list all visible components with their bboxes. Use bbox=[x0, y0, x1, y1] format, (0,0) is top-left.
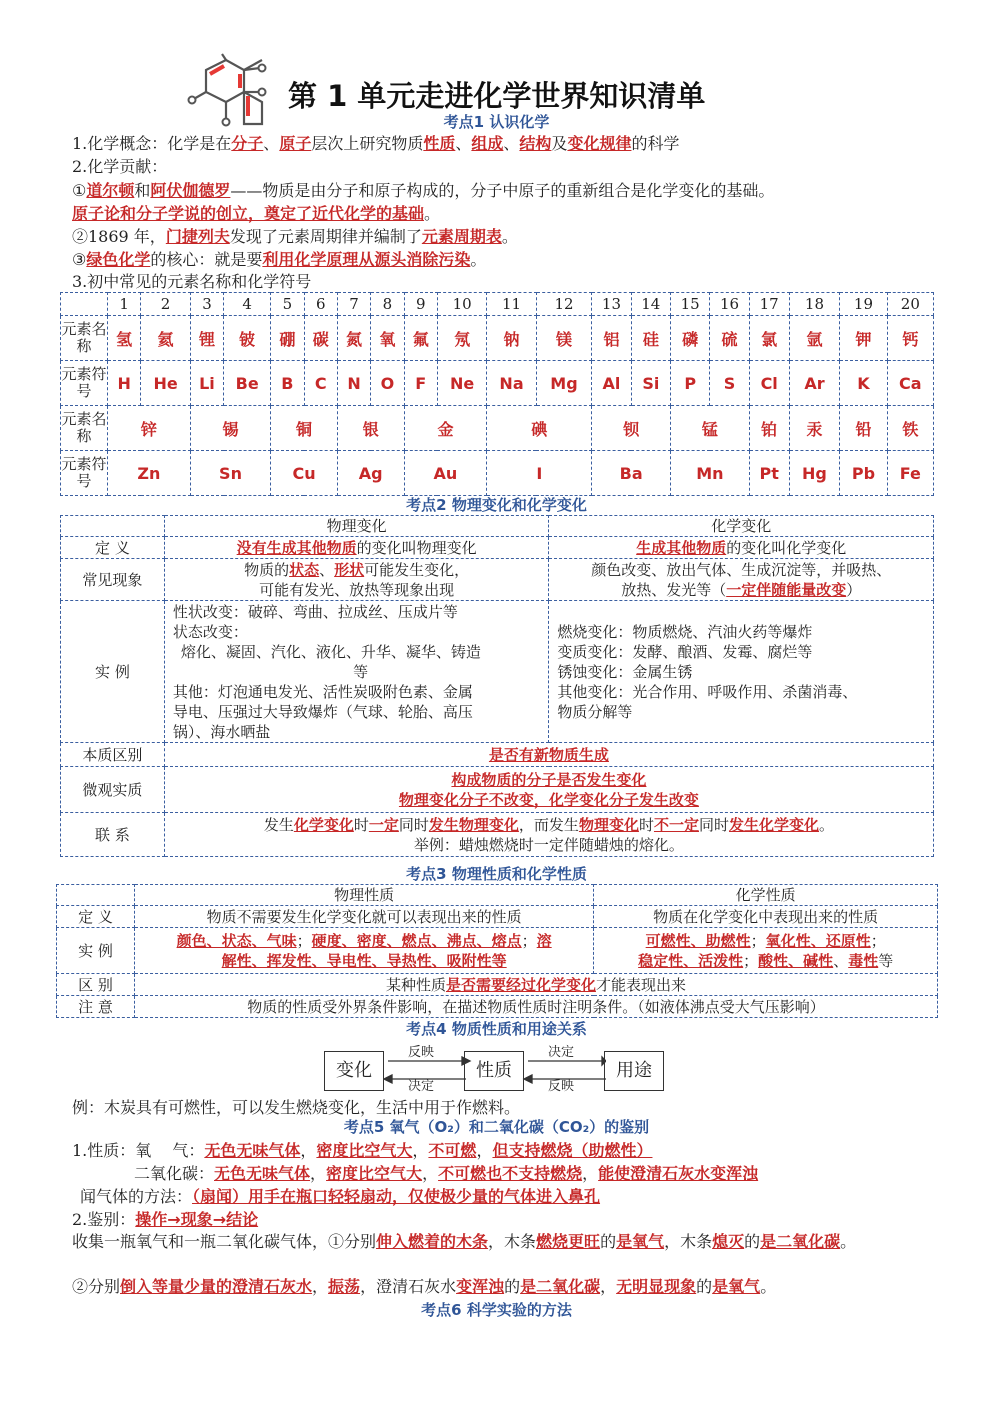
line-oxygen-props: 1.性质：氧 气：无色无味气体，密度比空气大，不可燃，但支持燃烧（助燃性） bbox=[72, 1141, 653, 1160]
page-title: 第 1 单元走进化学世界知识清单 bbox=[288, 79, 706, 113]
section-heading-3: 考点3 物理性质和化学性质 bbox=[406, 865, 587, 883]
line-identify-method-2: ②分别倒入等量少量的澄清石灰水，振荡，澄清石灰水变浑浊的是二氧化碳，无明显现象的是氧气。 bbox=[72, 1277, 777, 1296]
element-symbol: 1 bbox=[108, 293, 141, 316]
element-symbol: Ca bbox=[887, 361, 933, 406]
element-symbol: 10 bbox=[437, 293, 486, 316]
element-symbol: Si bbox=[631, 361, 670, 406]
element-symbol: 5 bbox=[271, 293, 304, 316]
element-symbol: 8 bbox=[371, 293, 404, 316]
element-symbol: Ag bbox=[337, 451, 404, 496]
section-heading-2: 考点2 物理变化和化学变化 bbox=[406, 496, 587, 514]
line-mendeleev: ②1869 年，门捷列夫发现了元素周期律并编制了元素周期表。 bbox=[72, 227, 518, 246]
element-symbol: Li bbox=[190, 361, 223, 406]
element-name: 氮 bbox=[337, 316, 370, 361]
element-symbol: Sn bbox=[190, 451, 270, 496]
flow-box-change: 变化 bbox=[324, 1051, 384, 1091]
element-symbol: Fe bbox=[887, 451, 933, 496]
element-symbol: 16 bbox=[710, 293, 749, 316]
element-name: 银 bbox=[337, 406, 404, 451]
element-symbol: 13 bbox=[592, 293, 631, 316]
element-name: 氦 bbox=[141, 316, 190, 361]
element-name: 锰 bbox=[671, 406, 750, 451]
element-name: 碳 bbox=[304, 316, 337, 361]
element-symbol: Al bbox=[592, 361, 631, 406]
element-symbol: Pt bbox=[749, 451, 789, 496]
flow-box-property: 性质 bbox=[464, 1051, 524, 1091]
element-symbol: 2 bbox=[141, 293, 190, 316]
change-table: 物理变化 化学变化 定 义 没有生成其他物质的变化叫物理变化 生成其他物质的变化叫化学变化 常见现象 物质的状态、形状可能发生变化， 可能有发光、放热等现象出现 颜色改变、放出气体、生成沉淀等，并吸热、 放热、发光等（一定伴随能量改变） 实 例 性状改变：破碎、弯曲、拉成丝、压成片等 状态改变： 熔化、凝固、汽化、液化、升华、凝华、铸造 等 其他：灯泡通电发光、活性炭吸附色素、金属 导电、压强过大导致爆炸（气球、轮胎、高压 锅）、海水晒盐 燃烧变化：物质燃烧、汽油火药等爆炸 变质变化：发酵、酿酒、发霉、腐烂等 锈蚀变化：金属生锈 其他变化：光合作用、呼吸作用、杀菌消毒、 物质分解等 本质区别 是否有新物质生成 微观实质 构成物质的分子是否发生变化 物理变化分子不改变，化学变化分子发生改变 联 系 发生化学变化时一定同时发生物理变化，而发生物理变化时不一定同时发生化学变化。 举例：蜡烛燃烧时一定伴随蜡烛的熔化。 bbox=[60, 515, 934, 857]
element-symbol: He bbox=[141, 361, 190, 406]
line-dalton: ①道尔顿和阿伏伽德罗——物质是由分子和原子构成的，分子中原子的重新组合是化学变化的基础。 bbox=[72, 181, 775, 200]
line-charcoal-example: 例：木炭具有可燃性，可以发生燃烧变化，生活中用于作燃料。 bbox=[72, 1098, 521, 1117]
element-symbol: 12 bbox=[536, 293, 592, 316]
element-symbol: 9 bbox=[404, 293, 437, 316]
line-identify-method-1: 收集一瓶氧气和一瓶二氧化碳气体，①分别伸入燃着的木条，木条燃烧更旺的是氧气，木条熄灭的是二氧化碳。 bbox=[72, 1232, 857, 1251]
element-symbol: F bbox=[404, 361, 437, 406]
element-name: 硼 bbox=[271, 316, 304, 361]
element-name: 铍 bbox=[224, 316, 271, 361]
element-name: 碘 bbox=[487, 406, 592, 451]
element-name: 氢 bbox=[108, 316, 141, 361]
element-symbol: 4 bbox=[224, 293, 271, 316]
element-symbol: Mn bbox=[671, 451, 750, 496]
element-symbol: Mg bbox=[536, 361, 592, 406]
elements-table: 1 2 3 4 5 6 7 8 9 10 11 12 13 14 15 16 17 18 19 20 元素名称 氢 氦 锂 铍 硼 碳 氮 氧 氟 氖 钠 镁 铝 硅 磷 硫 氯 氩 钾 钙 元素符号 H He Li Be B C N O F Ne Na Mg Al Si P S Cl Ar K Ca 元素名称 锌 锡 铜 银 金 碘 钡 锰 铂 汞 铅 铁 元素符号 Zn Sn Cu Ag Au I Ba Mn Pt Hg Pb Fe bbox=[60, 292, 934, 496]
element-symbol: P bbox=[671, 361, 710, 406]
element-symbol: N bbox=[337, 361, 370, 406]
section-heading-6: 考点6 科学实验的方法 bbox=[421, 1301, 572, 1319]
element-name: 钾 bbox=[840, 316, 887, 361]
element-name: 氖 bbox=[437, 316, 486, 361]
element-name: 氧 bbox=[371, 316, 404, 361]
flow-label-decide-2: 决定 bbox=[548, 1045, 575, 1060]
element-name: 锌 bbox=[108, 406, 191, 451]
element-symbol: 18 bbox=[789, 293, 840, 316]
element-name: 汞 bbox=[789, 406, 840, 451]
element-symbol: Be bbox=[224, 361, 271, 406]
element-symbol: K bbox=[840, 361, 887, 406]
element-symbol: Au bbox=[404, 451, 487, 496]
element-name: 磷 bbox=[671, 316, 710, 361]
element-name: 铅 bbox=[840, 406, 887, 451]
section-heading-5: 考点5 氧气（O₂）和二氧化碳（CO₂）的鉴别 bbox=[343, 1118, 650, 1136]
element-symbol: 20 bbox=[887, 293, 933, 316]
element-name: 锂 bbox=[190, 316, 223, 361]
flow-label-decide-1: 决定 bbox=[408, 1079, 435, 1094]
element-symbol: 15 bbox=[671, 293, 710, 316]
element-symbol: Ba bbox=[592, 451, 671, 496]
element-name: 铂 bbox=[749, 406, 789, 451]
line-green-chem: ③绿色化学的核心：就是要利用化学原理从源头消除污染。 bbox=[72, 250, 487, 269]
flow-label-reflect-1: 反映 bbox=[408, 1045, 435, 1060]
element-name: 镁 bbox=[536, 316, 592, 361]
line-co2-props: 二氧化碳：无色无味气体，密度比空气大，不可燃也不支持燃烧，能使澄清石灰水变浑浊 bbox=[134, 1164, 759, 1183]
element-symbol: Zn bbox=[108, 451, 191, 496]
element-symbol: O bbox=[371, 361, 404, 406]
element-symbol: C bbox=[304, 361, 337, 406]
element-symbol: H bbox=[108, 361, 141, 406]
element-symbol: Cu bbox=[271, 451, 338, 496]
line-elements-intro: 3.初中常见的元素名称和化学符号 bbox=[72, 272, 312, 291]
element-symbol: 6 bbox=[304, 293, 337, 316]
element-name: 氯 bbox=[749, 316, 789, 361]
element-name: 氟 bbox=[404, 316, 437, 361]
element-symbol: 3 bbox=[190, 293, 223, 316]
element-symbol: Cl bbox=[749, 361, 789, 406]
element-name: 铜 bbox=[271, 406, 338, 451]
element-name: 钠 bbox=[487, 316, 536, 361]
section-heading-4: 考点4 物质性质和用途关系 bbox=[406, 1020, 587, 1038]
element-symbol: S bbox=[710, 361, 749, 406]
element-name: 硅 bbox=[631, 316, 670, 361]
element-name: 铁 bbox=[887, 406, 933, 451]
element-name: 钡 bbox=[592, 406, 671, 451]
element-symbol: Hg bbox=[789, 451, 840, 496]
property-table: 物理性质 化学性质 定 义 物质不需要发生化学变化就可以表现出来的性质 物质在化学变化中表现出来的性质 实 例 颜色、状态、气味；硬度、密度、燃点、沸点、熔点；溶 解性、挥发性、导电性、导热性、吸附性等 可燃性、助燃性；氧化性、还原性； 稳定性、活泼性；酸性、碱性、毒性等 区 别 某种性质是否需要经过化学变化才能表现出来 注 意 物质的性质受外界条件影响，在描述物质性质时注明条件。（如液体沸点受大气压影响） bbox=[56, 884, 938, 1018]
flow-label-reflect-2: 反映 bbox=[548, 1079, 575, 1094]
flow-box-use: 用途 bbox=[604, 1051, 664, 1091]
line-chem-concept: 1.化学概念：化学是在分子、原子层次上研究物质性质、组成、结构及变化规律的科学 bbox=[72, 134, 680, 153]
element-name: 金 bbox=[404, 406, 487, 451]
element-name: 氩 bbox=[789, 316, 840, 361]
element-symbol: 11 bbox=[487, 293, 536, 316]
element-symbol: 7 bbox=[337, 293, 370, 316]
line-atomic-theory: 原子论和分子学说的创立，奠定了近代化学的基础。 bbox=[72, 204, 441, 223]
element-symbol: I bbox=[487, 451, 592, 496]
line-identify: 2.鉴别：操作→现象→结论 bbox=[72, 1210, 259, 1229]
element-name: 锡 bbox=[190, 406, 270, 451]
element-symbol: 14 bbox=[631, 293, 670, 316]
element-name: 钙 bbox=[887, 316, 933, 361]
section-heading-1: 考点1 认识化学 bbox=[443, 113, 550, 131]
element-symbol: Pb bbox=[840, 451, 887, 496]
line-chem-contrib: 2.化学贡献： bbox=[72, 157, 168, 176]
element-symbol: 17 bbox=[749, 293, 789, 316]
line-smell-method: 闻气体的方法：（扇闻）用手在瓶口轻轻扇动，仅使极少量的气体进入鼻孔 bbox=[80, 1187, 601, 1206]
element-symbol: 19 bbox=[840, 293, 887, 316]
element-symbol: Na bbox=[487, 361, 536, 406]
element-symbol: Ar bbox=[789, 361, 840, 406]
element-name: 硫 bbox=[710, 316, 749, 361]
element-symbol: B bbox=[271, 361, 304, 406]
element-symbol: Ne bbox=[437, 361, 486, 406]
element-name: 铝 bbox=[592, 316, 631, 361]
